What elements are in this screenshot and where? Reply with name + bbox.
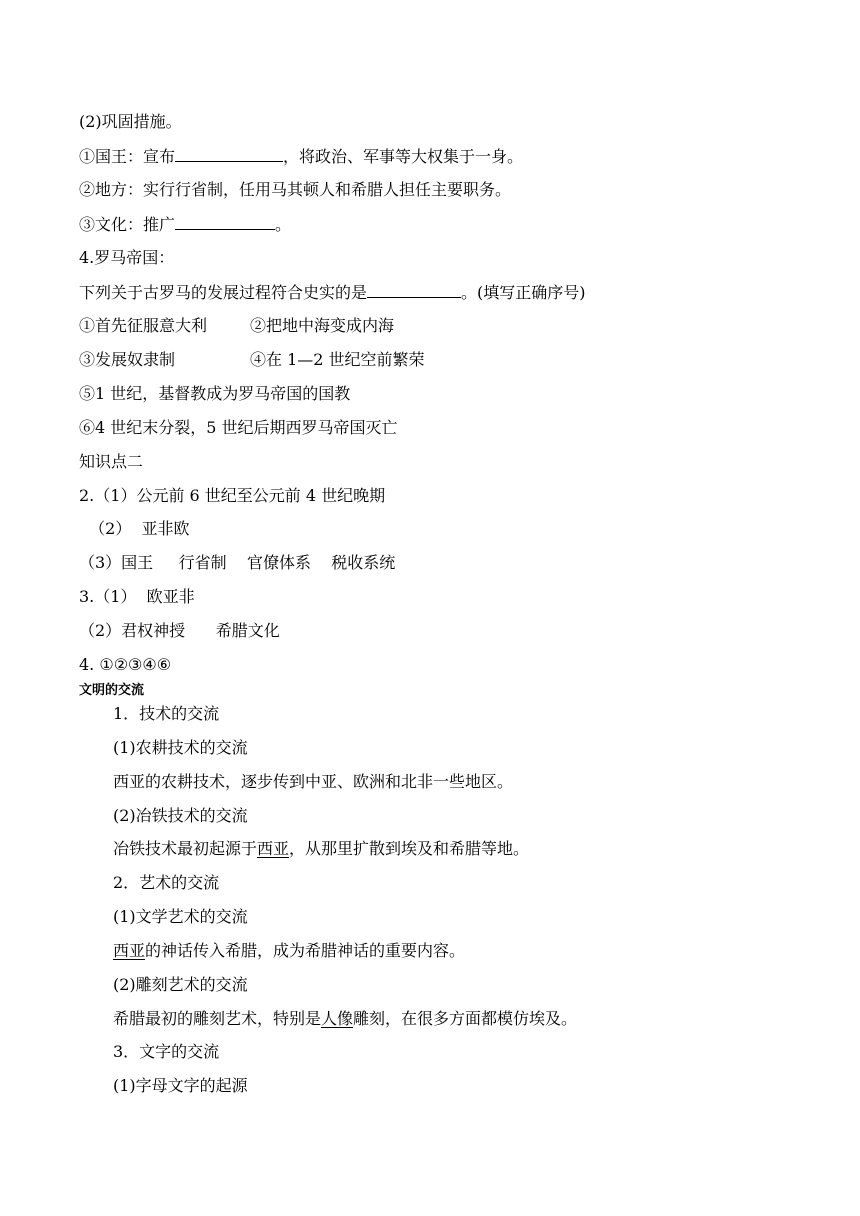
culture-suffix: 。 [275, 215, 292, 234]
farming-title: (1)农耕技术的交流 [113, 738, 248, 757]
answer-3-1: 3.（1） 欧亚非 [79, 587, 195, 606]
question-suffix: 。(填写正确序号) [461, 283, 586, 302]
myth-origin-underlined: 西亚 [113, 941, 146, 960]
iron-title: (2)冶铁技术的交流 [113, 806, 248, 825]
king-suffix: ，将政治、军事等大权集于一身。 [283, 147, 524, 166]
sculpture-prefix: 希腊最初的雕刻艺术，特别是 [113, 1009, 322, 1028]
sculpture-underlined: 人像 [321, 1009, 354, 1028]
sculpture-suffix: 雕刻，在很多方面都模仿埃及。 [353, 1009, 578, 1028]
option-5: ⑤1 世纪，基督教成为罗马帝国的国教 [79, 384, 351, 403]
culture-line [79, 214, 291, 235]
rome-title: 4.罗马帝国： [79, 248, 175, 267]
option-1: ①首先征服意大利 [79, 316, 208, 335]
farming-text: 西亚的农耕技术，逐步传到中亚、欧洲和北非一些地区。 [113, 772, 514, 791]
answer-2-1: 2.（1）公元前 6 世纪至公元前 4 世纪晚期 [79, 486, 386, 505]
culture-prefix: ③文化：推广 [79, 215, 176, 234]
iron-origin-underlined: 西亚 [257, 839, 290, 858]
option-3: ③发展奴隶制 [79, 350, 176, 369]
question-answer-blank[interactable] [367, 282, 461, 298]
king-answer-blank[interactable] [175, 146, 283, 162]
tech-title: 1．技术的交流 [113, 704, 220, 723]
iron-suffix: ，从那里扩散到埃及和希腊等地。 [289, 839, 530, 858]
writing-title: 3．文字的交流 [113, 1042, 220, 1061]
literature-title: (1)文学艺术的交流 [113, 907, 248, 926]
section-heading: 文明的交流 [79, 683, 145, 698]
alphabet-title: (1)字母文字的起源 [113, 1076, 248, 1095]
king-prefix: ①国王：宣布 [79, 147, 176, 166]
sculpture-title: (2)雕刻艺术的交流 [113, 975, 248, 994]
answer-3-2: （2）君权神授 希腊文化 [79, 621, 280, 640]
myth-suffix: 的神话传入希腊，成为希腊神话的重要内容。 [145, 941, 466, 960]
culture-answer-blank[interactable] [175, 214, 275, 230]
king-line [79, 146, 523, 167]
local-line: ②地方：实行行省制，任用马其顿人和希腊人担任主要职务。 [79, 180, 512, 199]
iron-prefix: 冶铁技术最初起源于 [113, 839, 258, 858]
art-title: 2．艺术的交流 [113, 873, 220, 892]
answers-title: 知识点二 [79, 452, 144, 471]
option-6: ⑥4 世纪末分裂，5 世纪后期西罗马帝国灭亡 [79, 418, 398, 437]
answer-4: 4. ①②③④⑥ [79, 655, 172, 674]
question-prefix: 下列关于古罗马的发展过程符合史实的是 [79, 283, 368, 302]
answer-2-3: （3）国王 行省制 官僚体系 税收系统 [79, 553, 396, 572]
iron-text [113, 839, 529, 859]
option-2: ②把地中海变成内海 [250, 316, 395, 335]
question-line [79, 282, 586, 303]
consolidation-title: (2)巩固措施。 [79, 112, 182, 131]
myth-text [113, 941, 465, 961]
sculpture-text [113, 1009, 577, 1029]
option-4: ④在 1—2 世纪空前繁荣 [250, 350, 425, 369]
answer-2-2: （2） 亚非欧 [79, 519, 190, 538]
